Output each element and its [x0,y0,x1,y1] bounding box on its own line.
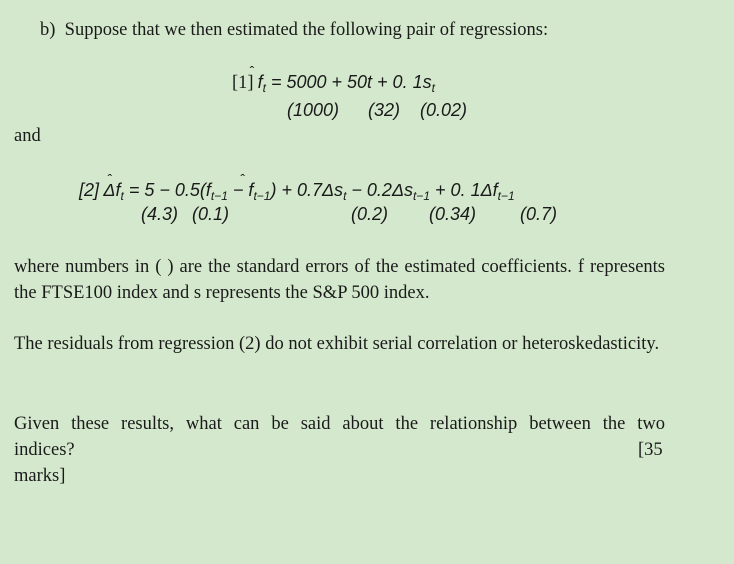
equation-1-tag: [1] [232,73,254,93]
eq2-se-1: (4.3) [141,204,179,224]
equation-2-tag: [2] [79,180,100,200]
equation-2: [2] Δˆ $f_t = 5 - 0.5(f_{t-1}$ − ˆ $f_{t-1}) + 0.7\Delta s_t - 0.2\Delta s_{t-1} + 0$. $1\Delta f_{t-1}$ [79,180,515,201]
equation-1-body: ˆ $f_t = 5000 + 50t + 0$. $1s_t$ [258,72,435,92]
part-label: b) [40,20,56,40]
eq2-se-3: (0.2) [351,204,389,224]
question-intro-text: Suppose that we then estimated the following pair of regressions: [64,20,549,40]
question-intro-line [40,17,548,43]
connector-and: and [14,126,41,146]
eq2-se-2: (0.1) [192,204,230,224]
equation-1-lhs: ˆ f [258,72,263,93]
eq2-se-5: (0.7) [520,204,558,224]
paragraph-given-line-1: Given these results, what can be said about the relationship between the two [14,414,665,434]
paragraph-where: where numbers in ( ) are the standard errors of the estimated coefficients. f represents the FTSE100 index and s represents the S&P 500 index. [14,257,665,303]
equation-1 [232,70,435,96]
marks-close: marks] [14,466,66,486]
eq1-se-2: (32) [368,100,401,120]
paragraph-residuals: The residuals from regression (2) do not exhibit serial correlation or heteroskedasticity. [14,334,660,354]
marks-open: [35 [638,440,663,460]
eq1-se-3: (0.02) [420,100,468,120]
eq2-se-4: (0.34) [429,204,477,224]
paragraph-given-line-2: indices? [14,440,75,460]
eq1-se-1: (1000) [287,100,340,120]
